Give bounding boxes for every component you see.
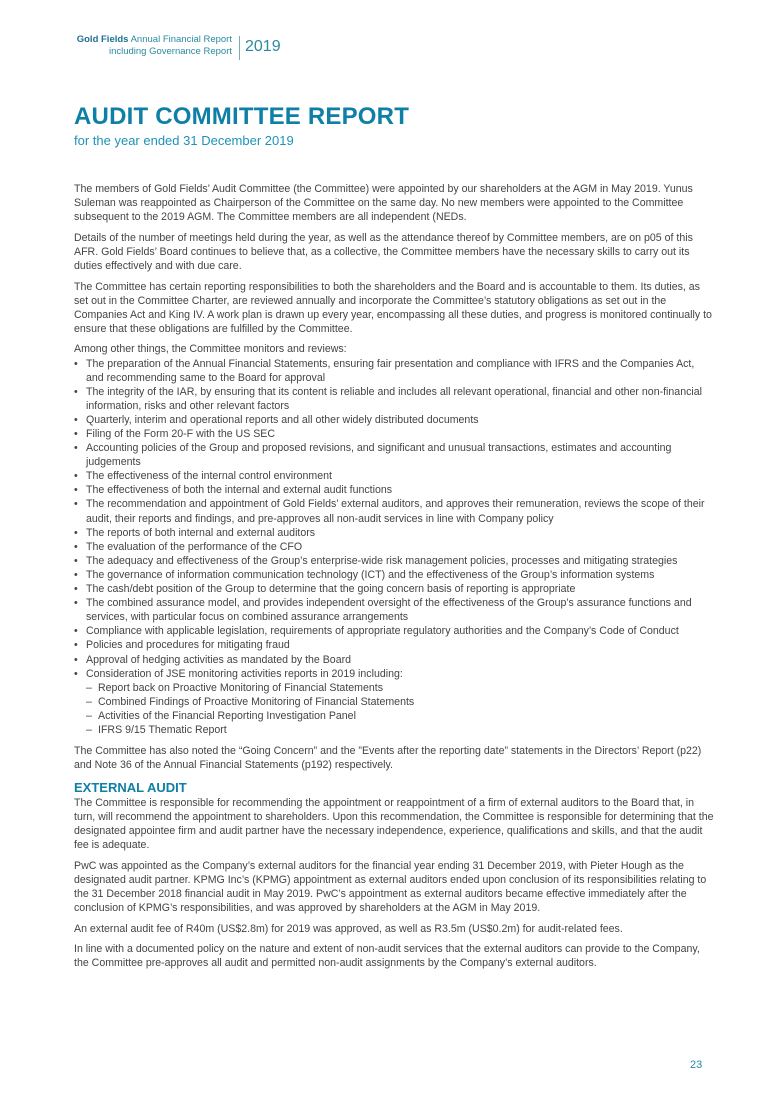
list-item: • The effectiveness of both the internal and external audit functions — [74, 483, 714, 497]
sub-list-item: – IFRS 9/15 Thematic Report — [86, 723, 714, 737]
report-header-title — [77, 34, 232, 58]
list-item: • The preparation of the Annual Financial Statements, ensuring fair presentation and compliance with IFRS and the Companies Act, and recommending same to the Board for approval — [74, 357, 714, 385]
list-item: • The evaluation of the performance of the CFO — [74, 540, 714, 554]
external-audit-paragraph: An external audit fee of R40m (US$2.8m) for 2019 was approved, as well as R3.5m (US$0.2m) for audit-related fees. — [74, 922, 623, 935]
external-audit-heading: EXTERNAL AUDIT — [74, 779, 187, 795]
brand-name: Gold Fields — [76, 34, 129, 45]
sub-list-item: – Report back on Proactive Monitoring of Financial Statements — [86, 681, 714, 695]
report-header — [60, 34, 300, 64]
page-title: AUDIT COMMITTEE REPORT — [74, 103, 410, 130]
sub-list-item: – Activities of the Financial Reporting Investigation Panel — [86, 709, 714, 723]
meetings-paragraph: Details of the number of meetings held during the year, as well as the attendance thereof by Committee members, are on p05 of this AFR. Gold Fields’ Board continues to believe that, as a collective, the Committee members have the necessary skills to carry out its duties effectively and with due care. — [74, 231, 693, 272]
report-header-line-2: including Governance Report — [108, 46, 232, 57]
list-item: • The reports of both internal and external auditors — [74, 526, 714, 540]
report-header-line-1 — [77, 34, 232, 46]
monitors-list — [74, 357, 714, 738]
list-item: • Approval of hedging activities as mandated by the Board — [74, 653, 714, 667]
header-divider — [239, 36, 240, 60]
list-item: • Quarterly, interim and operational reports and all other widely distributed documents — [74, 413, 714, 427]
external-audit-paragraph: PwC was appointed as the Company’s external auditors for the financial year ending 31 December 2019, with Pieter Hough as the designated audit partner. KPMG Inc’s (KPMG) appointment as external auditors ended upon conclusion of its responsibilities relating to the 31 December 2018 financial audit in May 2019. PwC’s appointment as external auditors became effective immediately after the conclusion of KPMG’s responsibilities, and was approved by shareholders at the AGM in May 2019. — [74, 859, 707, 914]
external-audit-paragraph: In line with a documented policy on the nature and extent of non-audit services that the external auditors can provide to the Company, the Committee pre-approves all audit and permitted non-audit assignments by the Company’s external auditors. — [74, 943, 700, 970]
external-audit-paragraph: The Committee is responsible for recommending the appointment or reappointment of a firm of external auditors to the Board that, in turn, will recommend the appointment to shareholders. Upon this recommendation, the Committee is responsible for determining that the designated appointee firm and audit partner have the necessary independence, experience, qualifications and skills, and that the audit fee is adequate. — [74, 796, 714, 852]
list-item: • Filing of the Form 20-F with the US SEC — [74, 427, 714, 441]
list-item: • The effectiveness of the internal control environment — [74, 469, 714, 483]
list-item: • Policies and procedures for mitigating fraud — [74, 638, 714, 652]
report-year: 2019 — [245, 38, 281, 55]
list-item-jse — [74, 667, 714, 737]
report-name: Annual Financial Report — [130, 34, 232, 45]
monitors-intro: Among other things, the Committee monitors and reviews: — [74, 343, 347, 356]
list-item: • The integrity of the IAR, by ensuring that its content is reliable and includes all relevant operational, financial and other non-financial information, risks and other relevant factors — [74, 385, 714, 413]
sub-list-item: – Combined Findings of Proactive Monitoring of Financial Statements — [86, 695, 714, 709]
jse-item-text: Consideration of JSE monitoring activities reports in 2019 including: — [86, 667, 403, 680]
report-body — [74, 182, 714, 977]
page-subtitle: for the year ended 31 December 2019 — [74, 133, 294, 148]
jse-sub-list — [86, 681, 714, 737]
list-item: • The governance of information communication technology (ICT) and the effectiveness of the Group’s information systems — [74, 568, 714, 582]
list-item: • The cash/debt position of the Group to determine that the going concern basis of reporting is appropriate — [74, 582, 714, 596]
list-item: • The adequacy and effectiveness of the Group’s enterprise-wide risk management policies, processes and mitigating strategies — [74, 554, 714, 568]
responsibilities-paragraph: The Committee has certain reporting responsibilities to both the shareholders and the Board and is accountable to them. Its duties, as set out in the Committee Charter, are reviewed annually and incorporate the Committee’s statutory obligations as set out in the Companies Act and King IV. A work plan is drawn up every year, encompassing all these duties, and progress is monitored continually to ensure that these obligations are fulfilled by the Committee. — [74, 280, 712, 335]
list-item: • The recommendation and appointment of Gold Fields’ external auditors, and approves their remuneration, reviews the scope of their audit, their reports and findings, and pre-approves all non-audit services in line with Company policy — [74, 497, 714, 525]
list-item: • Compliance with applicable legislation, requirements of appropriate regulatory authorities and the Company’s Code of Conduct — [74, 624, 714, 638]
going-concern-paragraph: The Committee has also noted the “Going Concern” and the ”Events after the reporting date” statements in the Directors’ Report (p22) and Note 36 of the Annual Financial Statements (p192) respectively. — [74, 744, 702, 771]
list-item: • The combined assurance model, and provides independent oversight of the effectiveness of the Group’s assurance functions and services, with particular focus on combined assurance arrangements — [74, 596, 714, 624]
list-item: • Accounting policies of the Group and proposed revisions, and significant and unusual transactions, estimates and accounting judgements — [74, 441, 714, 469]
page-number: 23 — [690, 1059, 703, 1071]
intro-paragraph: The members of Gold Fields’ Audit Committee (the Committee) were appointed by our shareholders at the AGM in May 2019. Yunus Suleman was reappointed as Chairperson of the Committee on the same day. No new members were appointed to the Committee subsequent to the 2019 AGM. The Committee members are all independent (NEDs. — [74, 183, 693, 224]
